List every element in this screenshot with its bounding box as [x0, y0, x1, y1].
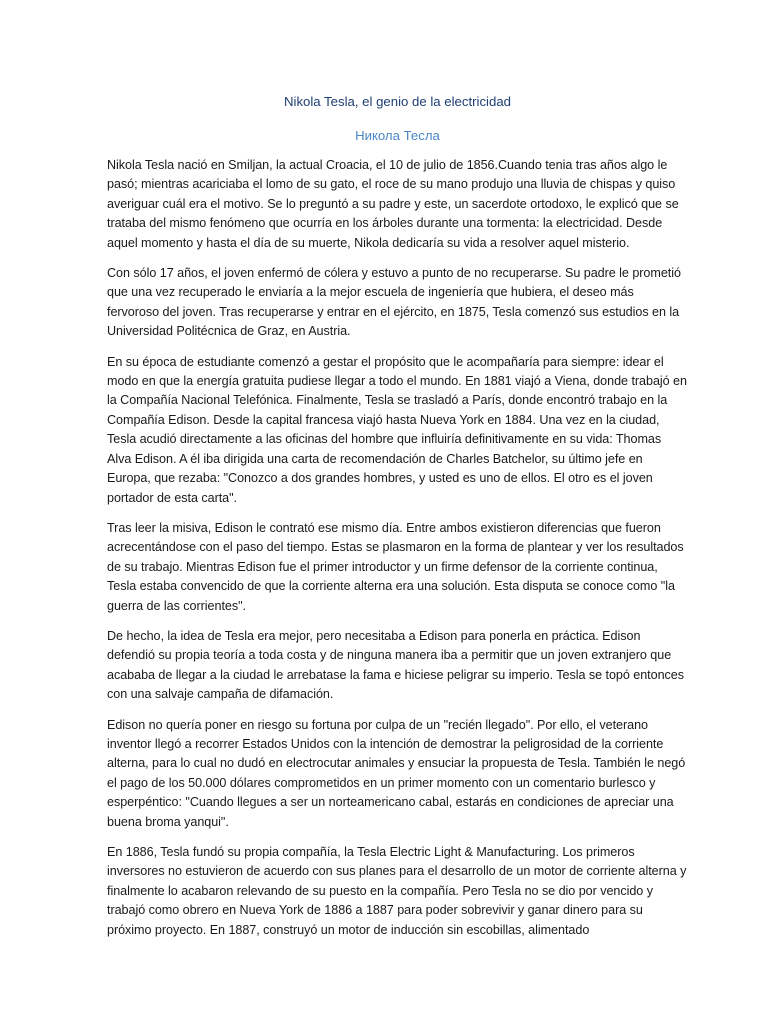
document-subtitle: Никола Тесла — [355, 128, 440, 143]
paragraph-7: En 1886, Tesla fundó su propia compañía, la Tesla Electric Light & Manufacturing. Los primeros inversores no estuvieron de acuerdo con sus planes para el desarrollo de un motor de corriente alterna y finalmente lo acabaron relevando de su puesto en la compañía. Pero Tesla no se dio por vencido y trabajó como obrero en Nueva York de 1886 a 1887 para poder sobrevivir y ganar dinero para su próximo proyecto. En 1887, construyó un motor de inducción sin escobillas, alimentado — [107, 845, 687, 937]
document-title: Nikola Tesla, el genio de la electricidad — [283, 94, 511, 109]
paragraph-5: De hecho, la idea de Tesla era mejor, pero necesitaba a Edison para ponerla en práctica. Edison defendió su propia teoría a toda costa y de ninguna manera iba a permitir que un joven extranjero que acababa de llegar a la ciudad le arrebatase la fama e hiciese peligrar su imperio. Tesla se topó entonces con una salvaje campaña de difamación. — [107, 628, 684, 702]
paragraph-4: Tras leer la misiva, Edison le contrató ese mismo día. Entre ambos existieron diferencias que fueron acrecentándose con el paso del tiempo. Estas se plasmaron en la forma de plantear y ver los resultados de su trabajo. Mientras Edison fue el primer introductor y un firme defensor de la corriente continua, Tesla estaba convencido de que la corriente alterna era una solución. Esta disputa se conoce como "la guerra de las corrientes". — [107, 520, 684, 613]
paragraph-3: En su época de estudiante comenzó a gestar el propósito que le acompañaría para siempre: idear el modo en que la energía gratuita pudiese llegar a todo el mundo. En 1881 viajó a Viena, donde trabajó en la Compañía Nacional Telefónica. Finalmente, Tesla se trasladó a París, donde encontró trabajo en la Compañía Edison. Desde la capital francesa viajó hasta Nueva York en 1884. Una vez en la ciudad, Tesla acudió directamente a las oficinas del hombre que influiría definitivamente en su vida: Thomas Alva Edison. A él iba dirigida una carta de recomendación de Charles Batchelor, su último jefe en Europa, que rezaba: "Conozco a dos grandes hombres, y usted es uno de ellos. El otro es el joven portador de esta carta". — [107, 354, 687, 505]
paragraph-6: Edison no quería poner en riesgo su fortuna por culpa de un "recién llegado". Por ello, el veterano inventor llegó a recorrer Estados Unidos con la intención de demostrar la peligrosidad de la corriente alterna, para lo cual no dudó en electrocutar animales y ensuciar la propuesta de Tesla. También le negó el pago de los 50.000 dólares comprometidos en un primer momento con un comentario burlesco y esperpéntico: "Cuando llegues a ser un norteamericano cabal, estarás en condiciones de apreciar una buena broma yanqui". — [107, 717, 686, 829]
paragraph-1: Nikola Tesla nació en Smiljan, la actual Croacia, el 10 de julio de 1856.Cuando tenia tras años algo le pasó; mientras acariciaba el lomo de su gato, el roce de su mano produjo una lluvia de chispas y quiso averiguar cuál era el motivo. Se lo preguntó a su padre y este, un sacerdote ortodoxo, le explicó que se trataba del mismo fenómeno que ocurría en los árboles durante una tormenta: la electricidad. Desde aquel momento y hasta el día de su muerte, Nikola dedicaría su vida a resolver aquel misterio. — [107, 158, 679, 250]
paragraph-2: Con sólo 17 años, el joven enfermó de cólera y estuvo a punto de no recuperarse. Su padre le prometió que una vez recuperado le enviaría a la mejor escuela de ingeniería que hubiera, el deseo más fervoroso del joven. Tras recuperarse y entrar en el ejército, en 1875, Tesla comenzó sus estudios en la Universidad Politécnica de Graz, en Austria. — [107, 266, 681, 339]
